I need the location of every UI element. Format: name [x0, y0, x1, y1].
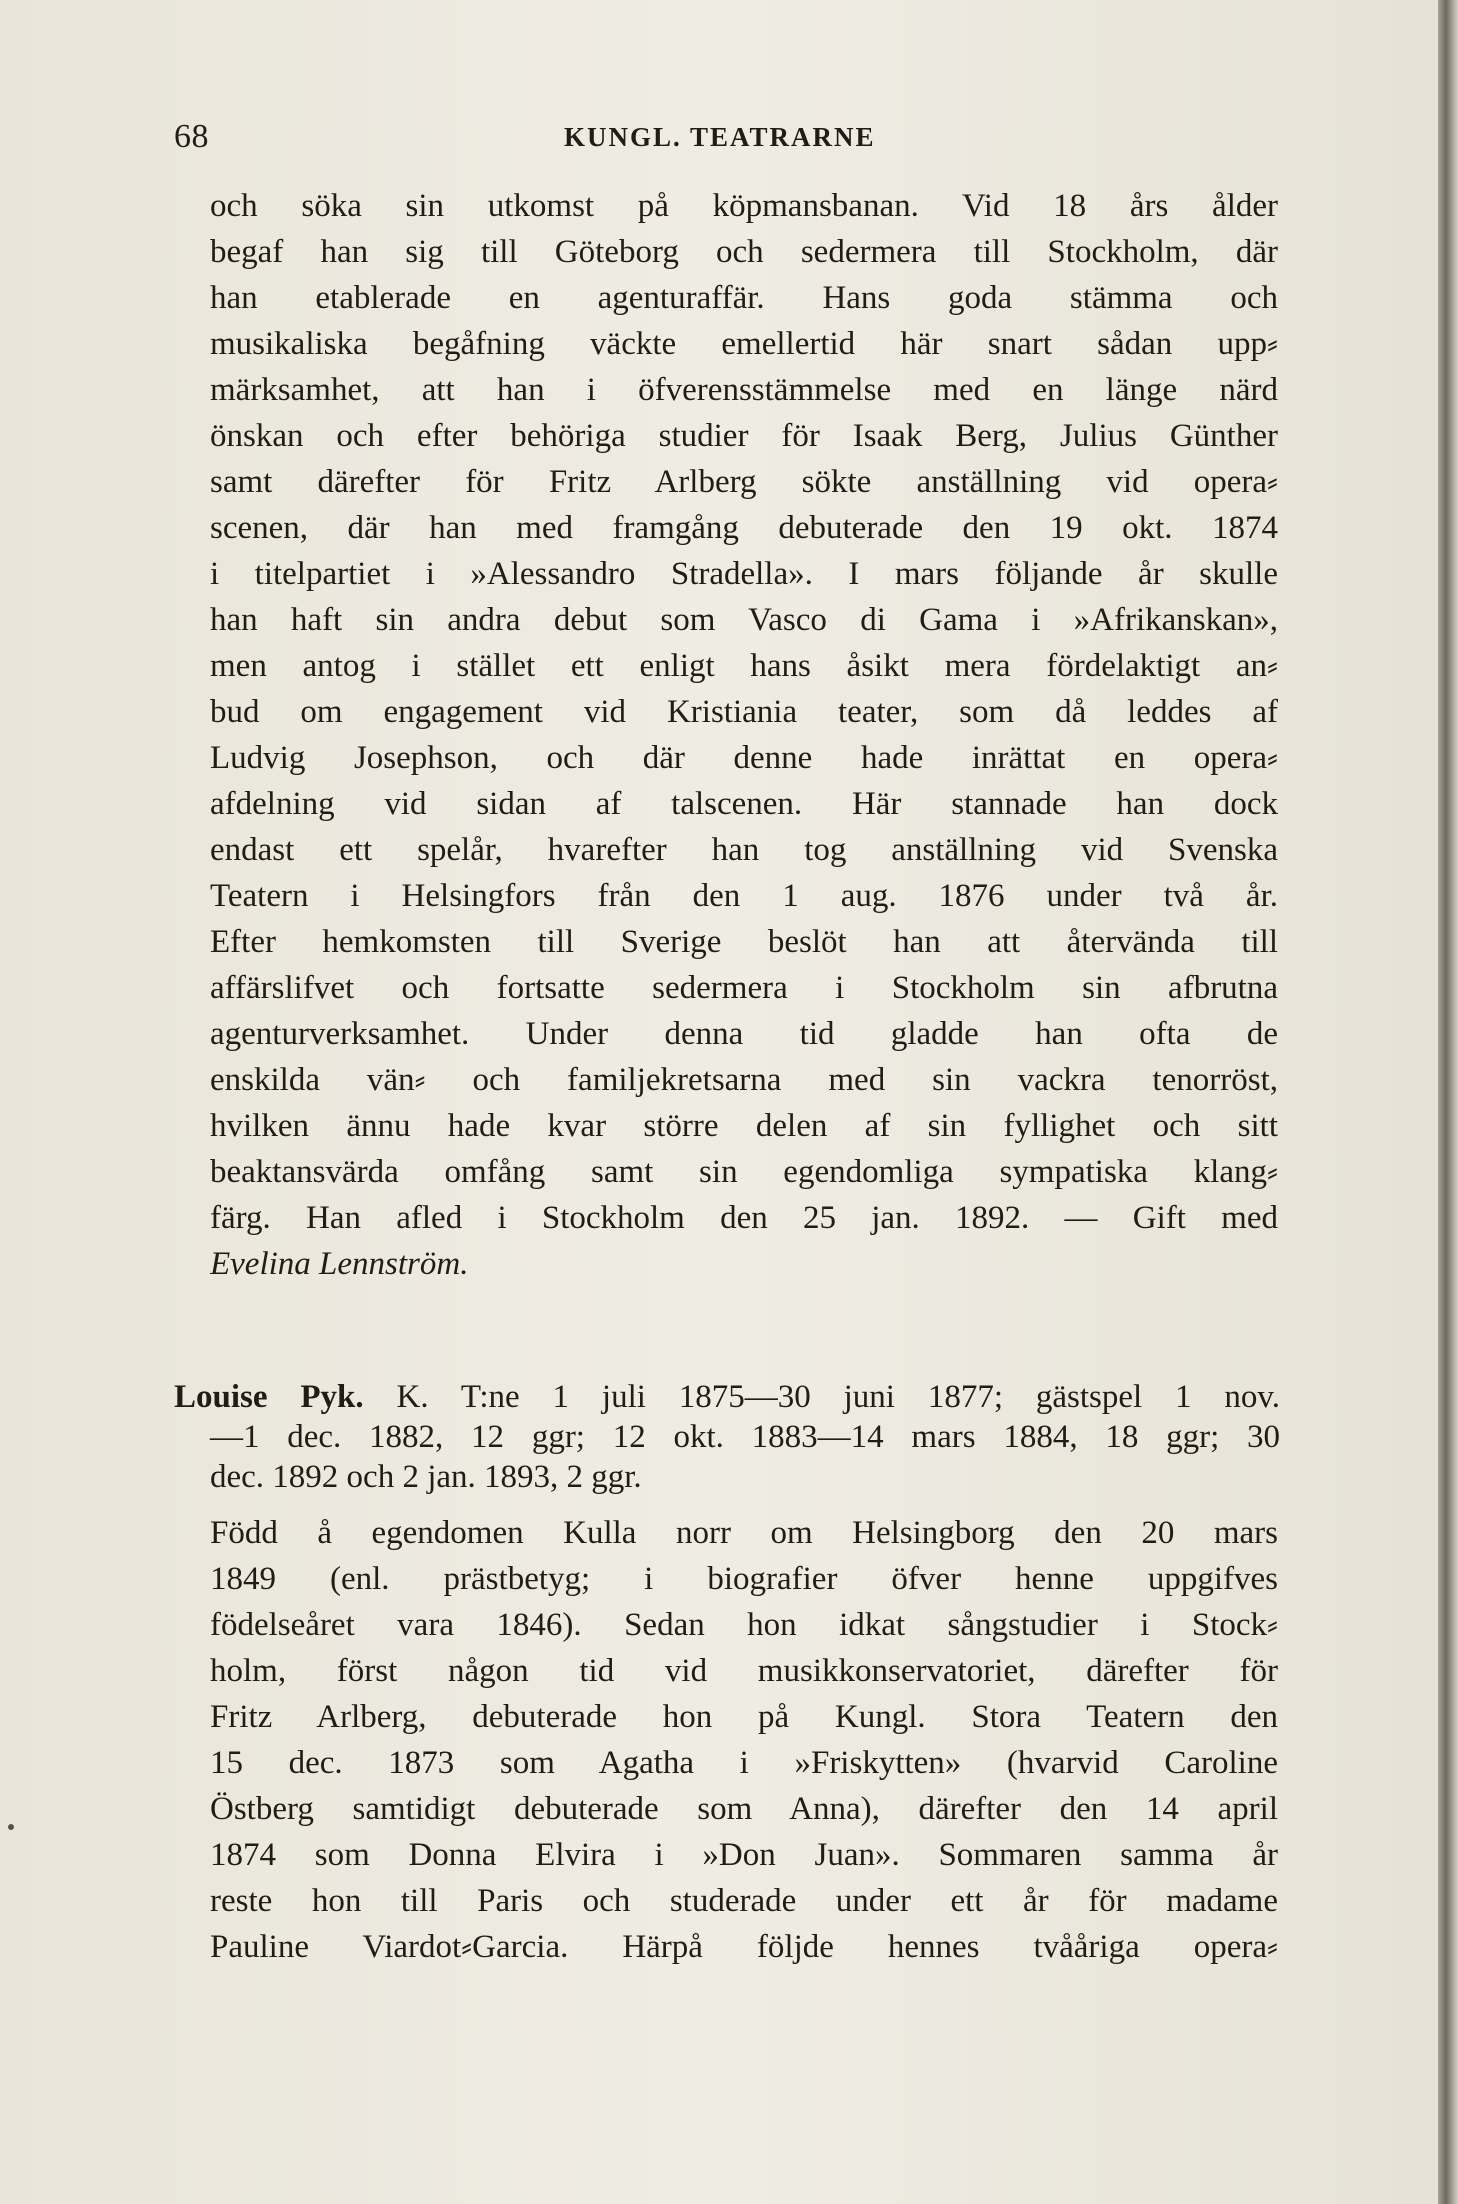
text-line: Östberg samtidigt debuterade som Anna), därefter den 14 april	[210, 1791, 1278, 1827]
text-line: Teatern i Helsingfors från den 1 aug. 1876 under två år.	[210, 878, 1278, 914]
entry-name: Louise Pyk.	[174, 1379, 364, 1415]
text-line: begaf han sig till Göteborg och sedermera till Stockholm, där	[210, 234, 1278, 270]
text-line: hvilken ännu hade kvar större delen af sin fyllighet och sitt	[210, 1108, 1278, 1144]
margin-speck	[8, 1824, 14, 1830]
entry-engagement: K. T:ne 1 juli 1875—30 juni 1877; gästspel 1 nov.	[363, 1379, 1280, 1415]
text-line: holm, först någon tid vid musikkonservatoriet, därefter för	[210, 1653, 1278, 1689]
text-line: han haft sin andra debut som Vasco di Gama i »Afrikanskan»,	[210, 602, 1278, 638]
text-line: födelseåret vara 1846). Sedan hon idkat sångstudier i Stock⸗	[210, 1607, 1278, 1643]
text-line: Pauline Viardot⸗Garcia. Härpå följde hennes tvååriga opera⸗	[210, 1929, 1278, 1965]
paragraph-2	[210, 1510, 1278, 1970]
text-line: han etablerade en agenturaffär. Hans goda stämma och	[210, 280, 1278, 316]
text-line: 1874 som Donna Elvira i »Don Juan». Sommaren samma år	[210, 1837, 1278, 1873]
text-line: 1849 (enl. prästbetyg; i biografier öfver henne uppgifves	[210, 1561, 1278, 1597]
text-line: samt därefter för Fritz Arlberg sökte anställning vid opera⸗	[210, 464, 1278, 500]
page-number: 68	[174, 118, 209, 155]
running-head: KUNGL. TEATRARNE	[564, 122, 876, 152]
text-line: önskan och efter behöriga studier för Isaak Berg, Julius Günther	[210, 418, 1278, 454]
text-line: reste hon till Paris och studerade under ett år för madame	[210, 1883, 1278, 1919]
text-line: enskilda vän⸗ och familjekretsarna med sin vackra tenorröst,	[210, 1062, 1278, 1098]
text-line: märksamhet, att han i öfverensstämmelse med en länge närd	[210, 372, 1278, 408]
text-line: Ludvig Josephson, och där denne hade inrättat en opera⸗	[210, 740, 1278, 776]
text-line: scenen, där han med framgång debuterade den 19 okt. 1874	[210, 510, 1278, 546]
text-line: färg. Han afled i Stockholm den 25 jan. 1892. — Gift med	[210, 1200, 1278, 1236]
text-line: beaktansvärda omfång samt sin egendomliga sympatiska klang⸗	[210, 1154, 1278, 1190]
text-line: Född å egendomen Kulla norr om Helsingborg den 20 mars	[210, 1515, 1278, 1551]
entry-line	[174, 1377, 1280, 1417]
entry-header	[174, 1377, 1280, 1497]
text-line: i titelpartiet i »Alessandro Stradella». I mars följande år skulle	[210, 556, 1278, 592]
text-line: musikaliska begåfning väckte emellertid här snart sådan upp⸗	[210, 326, 1278, 362]
page-edge-shadow	[1438, 0, 1458, 2204]
text-line: Fritz Arlberg, debuterade hon på Kungl. Stora Teatern den	[210, 1699, 1278, 1735]
paragraph-1	[210, 183, 1278, 1287]
entry-line: dec. 1892 och 2 jan. 1893, 2 ggr.	[210, 1459, 642, 1495]
text-line: 15 dec. 1873 som Agatha i »Friskytten» (hvarvid Caroline	[210, 1745, 1278, 1781]
text-line: bud om engagement vid Kristiania teater, som då leddes af	[210, 694, 1278, 730]
text-line: Evelina Lennström.	[210, 1246, 469, 1282]
text-line: och söka sin utkomst på köpmansbanan. Vid 18 års ålder	[210, 188, 1278, 224]
text-line: affärslifvet och fortsatte sedermera i Stockholm sin afbrutna	[210, 970, 1278, 1006]
page-header	[174, 118, 1280, 158]
text-line: agenturverksamhet. Under denna tid gladde han ofta de	[210, 1016, 1278, 1052]
text-line: endast ett spelår, hvarefter han tog anställning vid Svenska	[210, 832, 1278, 868]
text-line: Efter hemkomsten till Sverige beslöt han att återvända till	[210, 924, 1278, 960]
entry-line: —1 dec. 1882, 12 ggr; 12 okt. 1883—14 mars 1884, 18 ggr; 30	[210, 1419, 1280, 1455]
text-line: afdelning vid sidan af talscenen. Här stannade han dock	[210, 786, 1278, 822]
text-line: men antog i stället ett enligt hans åsikt mera fördelaktigt an⸗	[210, 648, 1278, 684]
